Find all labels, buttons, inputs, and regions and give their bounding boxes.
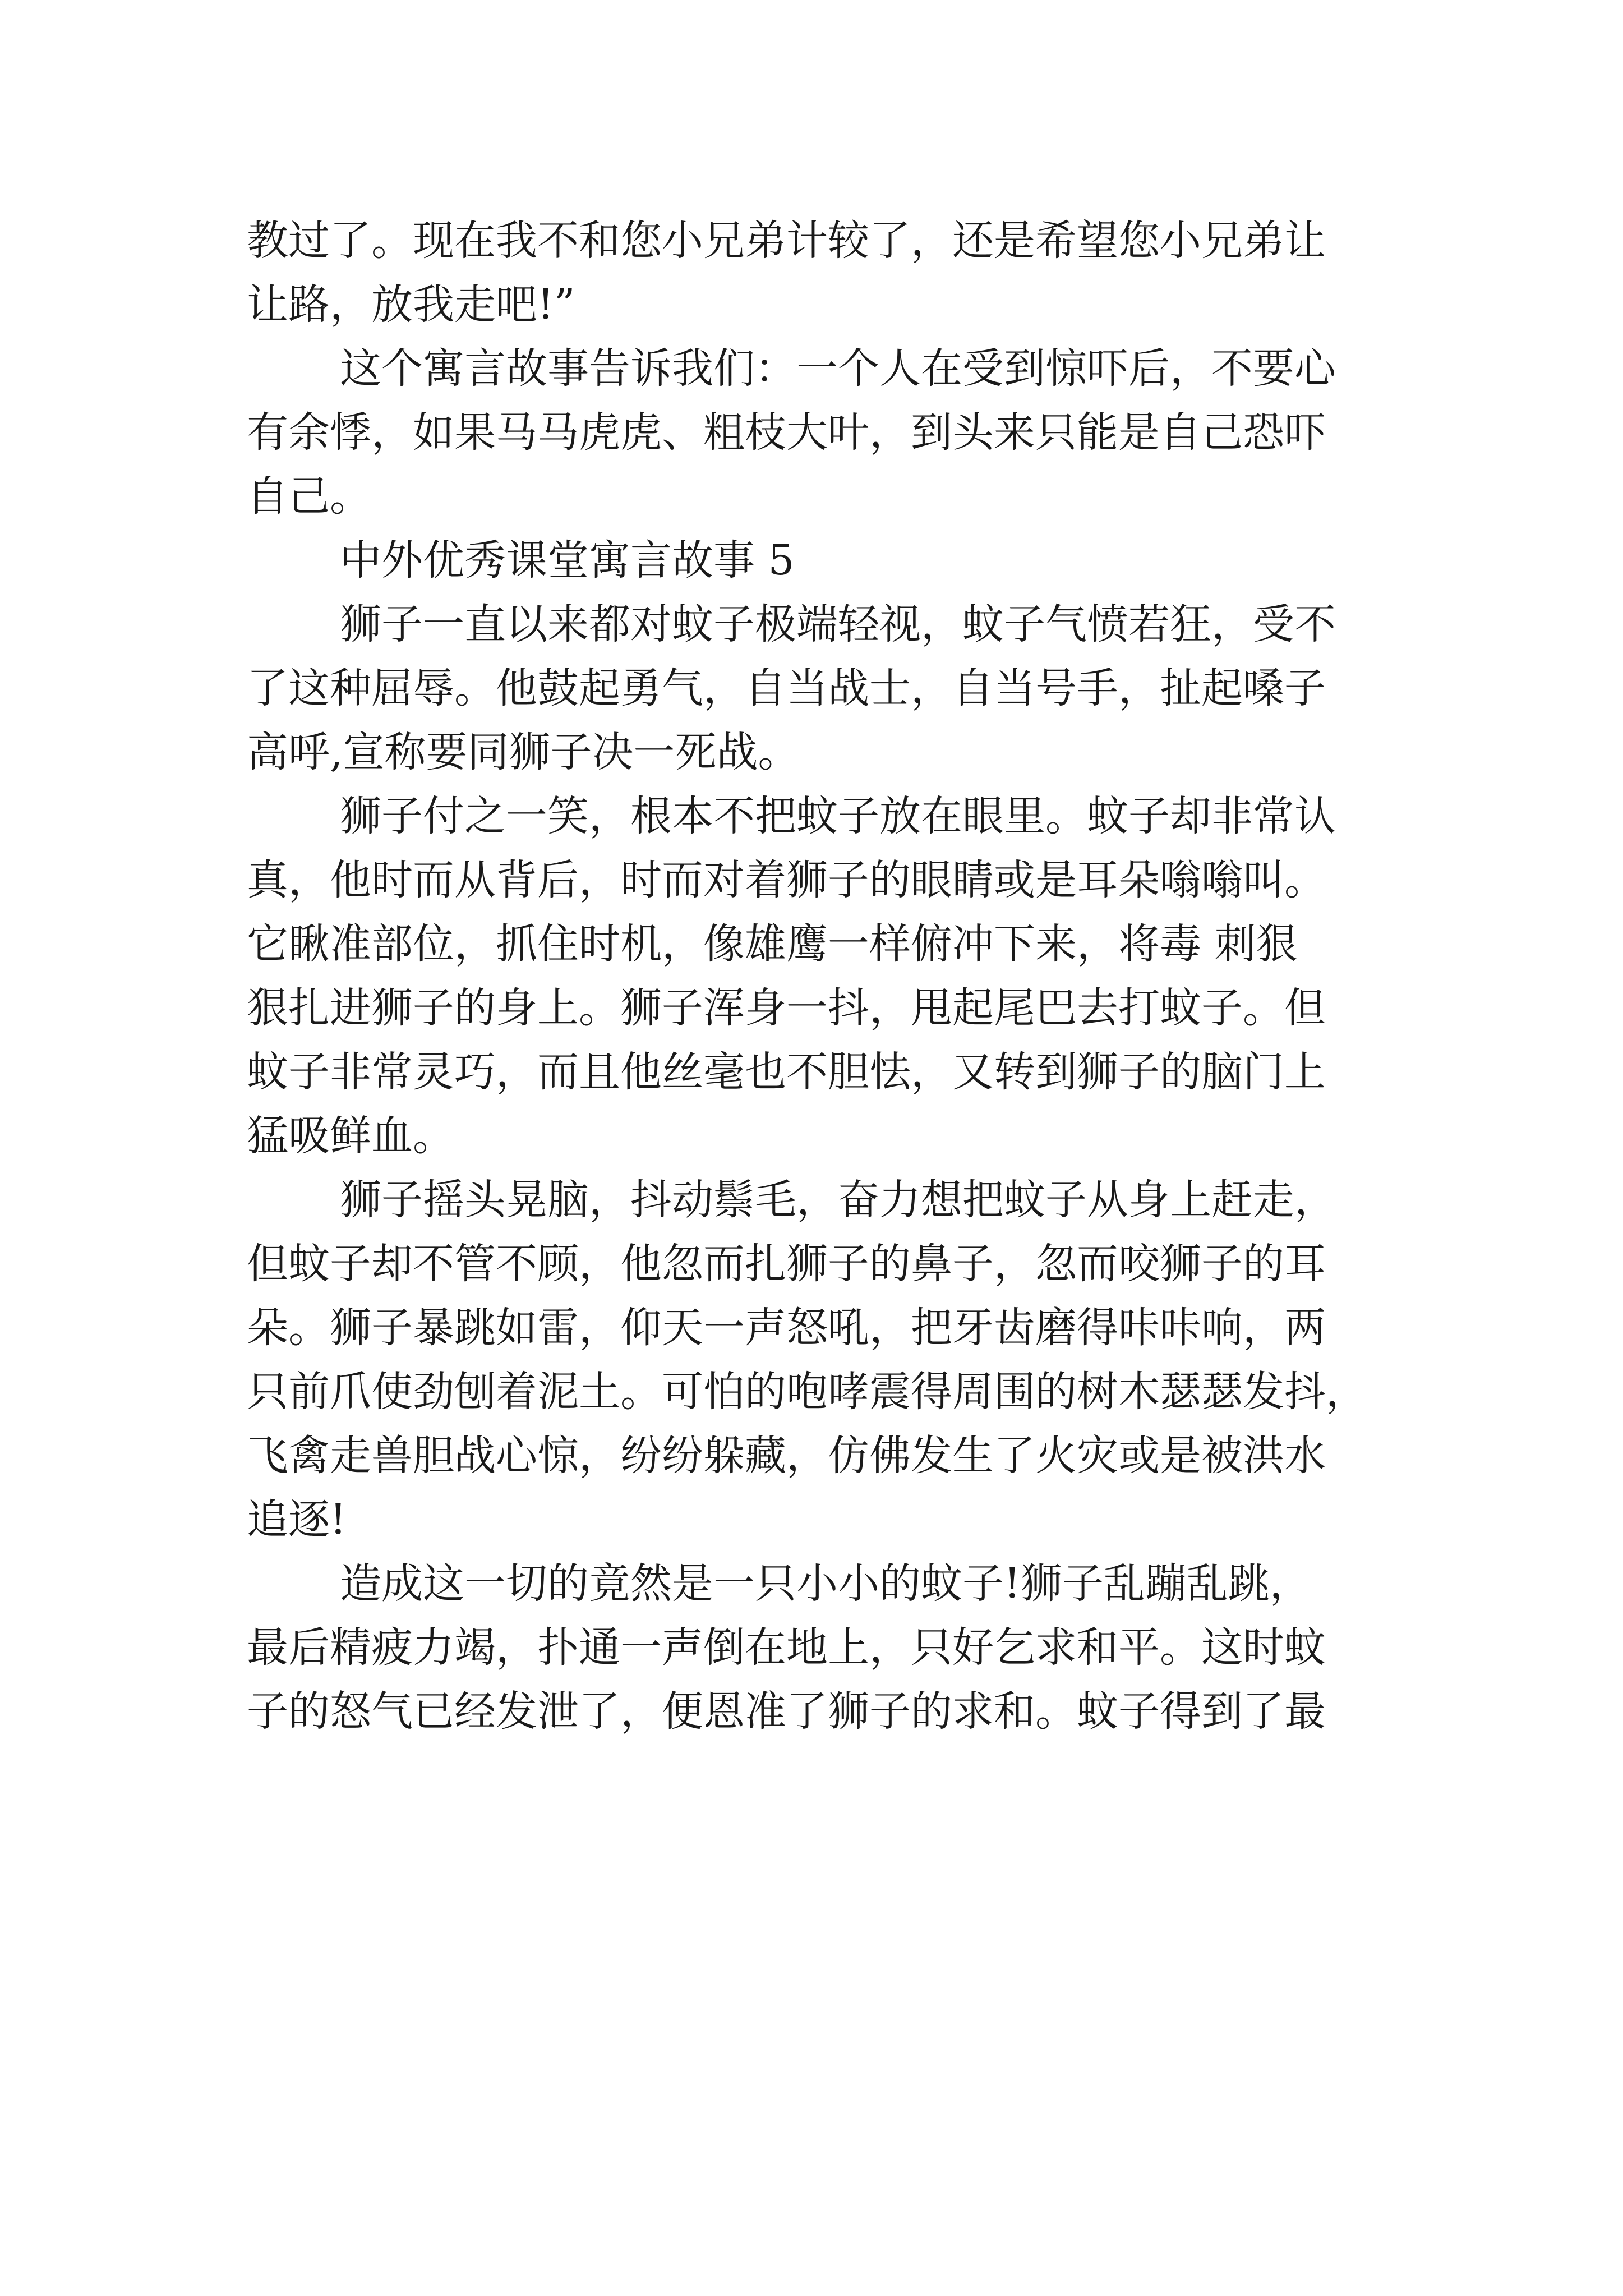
text-line: 自己。 (247, 472, 371, 521)
text-line: 让路，放我走吧!” (247, 280, 575, 329)
text-line: 狮子付之一笑，根本不把蚊子放在眼里。蚊子却非常认 (340, 792, 1336, 840)
text-line: 这个寓言故事告诉我们：一个人在受到惊吓后，不要心 (340, 344, 1336, 393)
text-line: 猛吸鲜血。 (247, 1112, 454, 1160)
text-line: 追逐! (247, 1496, 347, 1544)
text-line: 朵。狮子暴跳如雷，仰天一声怒吼，把牙齿磨得咔咔响，两 (247, 1304, 1326, 1352)
text-line: 飞禽走兽胆战心惊，纷纷躲藏，仿佛发生了火灾或是被洪水 (247, 1432, 1326, 1480)
text-line: 只前爪使劲刨着泥土。可怕的咆哮震得周围的树木瑟瑟发抖， (247, 1368, 1367, 1416)
text-line: 高呼,宣称要同狮子决一死战。 (247, 728, 800, 776)
text-line: 狮子摇头晃脑，抖动鬃毛，奋力想把蚊子从身上赶走， (340, 1176, 1336, 1224)
text-line: 了这种屈辱。他鼓起勇气，自当战士，自当号手，扯起嗓子 (247, 664, 1326, 712)
document-body (247, 209, 1391, 1743)
text-line: 真，他时而从背后，时而对着狮子的眼睛或是耳朵嗡嗡叫。 (247, 856, 1326, 904)
text-line: 教过了。现在我不和您小兄弟计较了，还是希望您小兄弟让 (247, 217, 1326, 265)
text-line: 子的怒气已经发泄了，便恩准了狮子的求和。蚊子得到了最 (247, 1687, 1326, 1736)
text-line: 蚊子非常灵巧，而且他丝毫也不胆怯，又转到狮子的脑门上 (247, 1048, 1326, 1096)
text-line: 它瞅准部位，抓住时机，像雄鹰一样俯冲下来，将毒 刺狠 (247, 920, 1298, 968)
text-line: 狠扎进狮子的身上。狮子浑身一抖，甩起尾巴去打蚊子。但 (247, 984, 1326, 1032)
text-line: 有余悸，如果马马虎虎、粗枝大叶，到头来只能是自己恐吓 (247, 408, 1326, 457)
section-heading: 中外优秀课堂寓言故事 5 (340, 536, 795, 585)
text-line: 狮子一直以来都对蚊子极端轻视，蚊子气愤若狂，受不 (340, 600, 1336, 648)
text-line: 造成这一切的竟然是一只小小的蚊子!狮子乱蹦乱跳， (340, 1559, 1311, 1608)
text-line: 最后精疲力竭，扑通一声倒在地上，只好乞求和平。这时蚊 (247, 1623, 1326, 1672)
text-line: 但蚊子却不管不顾，他忽而扎狮子的鼻子，忽而咬狮子的耳 (247, 1240, 1326, 1288)
